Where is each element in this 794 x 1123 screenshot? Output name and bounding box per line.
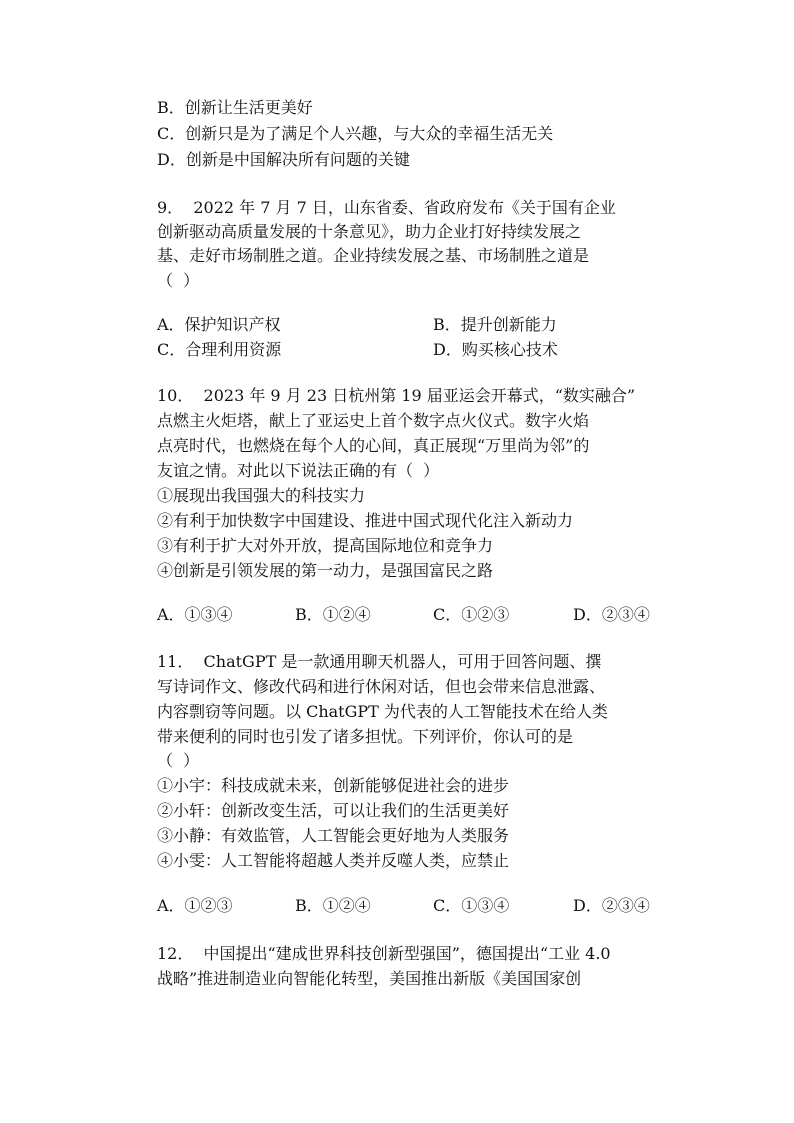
q9-option-c: C．合理利用资源 bbox=[157, 340, 282, 359]
q10-statement: ③有利于扩大对外开放，提高国际地位和竞争力 bbox=[157, 536, 494, 555]
q11-stem-line: 内容剽窃等问题。以 ChatGPT 为代表的人工智能技术在给人类 bbox=[157, 702, 608, 721]
q12-stem-line: 12． 中国提出“建成世界科技创新型强国”，德国提出“工业 4.0 bbox=[157, 944, 611, 963]
q12-stem-line: 战略”推进制造业向智能化转型，美国推出新版《美国国家创 bbox=[157, 969, 582, 988]
q10-statement: ①展现出我国强大的科技实力 bbox=[157, 486, 366, 505]
q9-stem-line: 9． 2022 年 7 月 7 日，山东省委、省政府发布《关于国有企业 bbox=[157, 198, 616, 217]
q10-stem-line: 10． 2023 年 9 月 23 日杭州第 19 届亚运会开幕式，“数实融合” bbox=[157, 386, 636, 405]
q8-option-d: D．创新是中国解决所有问题的关键 bbox=[157, 150, 410, 169]
q9-option-d: D．购买核心技术 bbox=[433, 340, 558, 359]
q9-stem-line: 基、走好市场制胜之道。企业持续发展之基、市场制胜之道是 bbox=[157, 246, 590, 265]
q10-stem-line: 友谊之情。对此以下说法正确的有（ ） bbox=[157, 461, 440, 480]
q11-statement: ①小宇：科技成就未来，创新能够促进社会的进步 bbox=[157, 776, 510, 795]
q10-option-d: D．②③④ bbox=[573, 605, 650, 624]
q10-statement: ④创新是引领发展的第一动力，是强国富民之路 bbox=[157, 561, 494, 580]
q8-option-b: B．创新让生活更美好 bbox=[157, 98, 313, 117]
q9-stem-line: 创新驱动高质量发展的十条意见》，助力企业打好持续发展之 bbox=[157, 222, 582, 241]
q11-option-c: C．①③④ bbox=[433, 896, 510, 915]
q11-stem-line: 带来便利的同时也引发了诸多担忧。下列评价，你认可的是 bbox=[157, 727, 574, 746]
q10-option-a: A．①③④ bbox=[157, 605, 233, 624]
q11-stem-line: 11． ChatGPT 是一款通用聊天机器人，可用于回答问题、撰 bbox=[157, 652, 602, 671]
q11-option-a: A．①②③ bbox=[157, 896, 233, 915]
q10-option-c: C．①②③ bbox=[433, 605, 510, 624]
q10-statement: ②有利于加快数字中国建设、推进中国式现代化注入新动力 bbox=[157, 511, 574, 530]
q9-option-b: B．提升创新能力 bbox=[433, 315, 557, 334]
q10-option-b: B．①②④ bbox=[295, 605, 371, 624]
q11-stem-line: （ ） bbox=[157, 751, 200, 770]
q9-option-a: A．保护知识产权 bbox=[157, 315, 281, 334]
q10-stem-line: 点燃主火炬塔，献上了亚运史上首个数字点火仪式。数字火焰 bbox=[157, 411, 590, 430]
q11-option-b: B．①②④ bbox=[295, 896, 371, 915]
q11-statement: ②小轩：创新改变生活，可以让我们的生活更美好 bbox=[157, 801, 510, 820]
q10-stem-line: 点亮时代，也燃烧在每个人的心间，真正展现“万里尚为邻”的 bbox=[157, 436, 590, 455]
q11-option-d: D．②③④ bbox=[573, 896, 650, 915]
q9-stem-line: （ ） bbox=[157, 271, 200, 290]
q8-option-c: C．创新只是为了满足个人兴趣，与大众的幸福生活无关 bbox=[157, 124, 554, 143]
q11-stem-line: 写诗词作文、修改代码和进行休闲对话，但也会带来信息泄露、 bbox=[157, 677, 606, 696]
q11-statement: ③小静：有效监管，人工智能会更好地为人类服务 bbox=[157, 826, 510, 845]
q11-statement: ④小雯：人工智能将超越人类并反噬人类，应禁止 bbox=[157, 851, 510, 870]
